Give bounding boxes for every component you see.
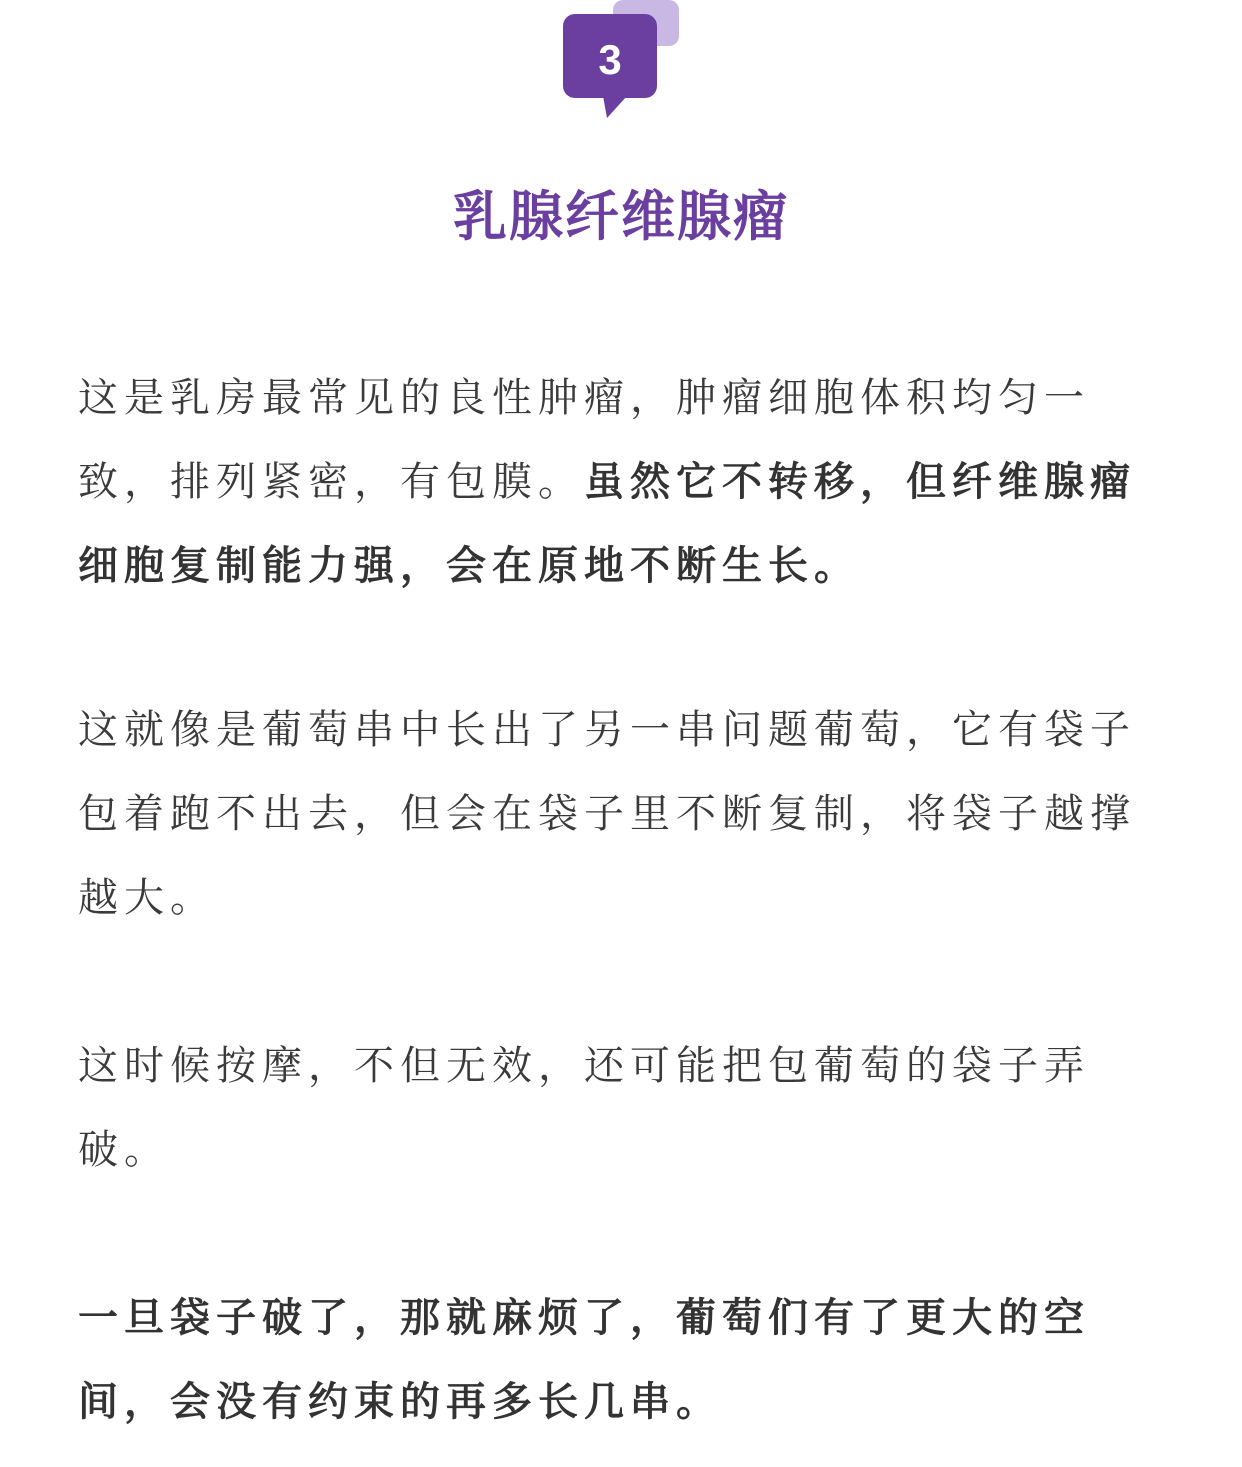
section-title: 乳腺纤维腺瘤: [453, 185, 789, 248]
paragraph-definition: [78, 356, 1168, 608]
paragraph-definition-text: 这是乳房最常见的良性肿瘤，肿瘤细胞体积均匀一致，排列紧密，有包膜。: [78, 375, 1090, 505]
paragraph-definition-emphasis: 虽然它不转移，但纤维腺瘤细胞复制能力强，会在原地不断生长。: [78, 459, 1136, 589]
paragraph-massage-warning-text: 这时候按摩，不但无效，还可能把包葡萄的袋子弄破。: [78, 1043, 1090, 1173]
section-number-badge: [563, 0, 681, 122]
paragraph-analogy-text: 这就像是葡萄串中长出了另一串问题葡萄，它有袋子包着跑不出去，但会在袋子里不断复制，将袋子越撑越大。: [78, 707, 1136, 921]
section-number: 3: [598, 36, 622, 83]
paragraph-consequence-emphasis: 一旦袋子破了，那就麻烦了，葡萄们有了更大的空间，会没有约束的再多长几串。: [78, 1295, 1090, 1425]
paragraph-analogy: [78, 688, 1168, 940]
paragraph-consequence: [78, 1276, 1168, 1444]
paragraph-massage-warning: [78, 1024, 1168, 1192]
